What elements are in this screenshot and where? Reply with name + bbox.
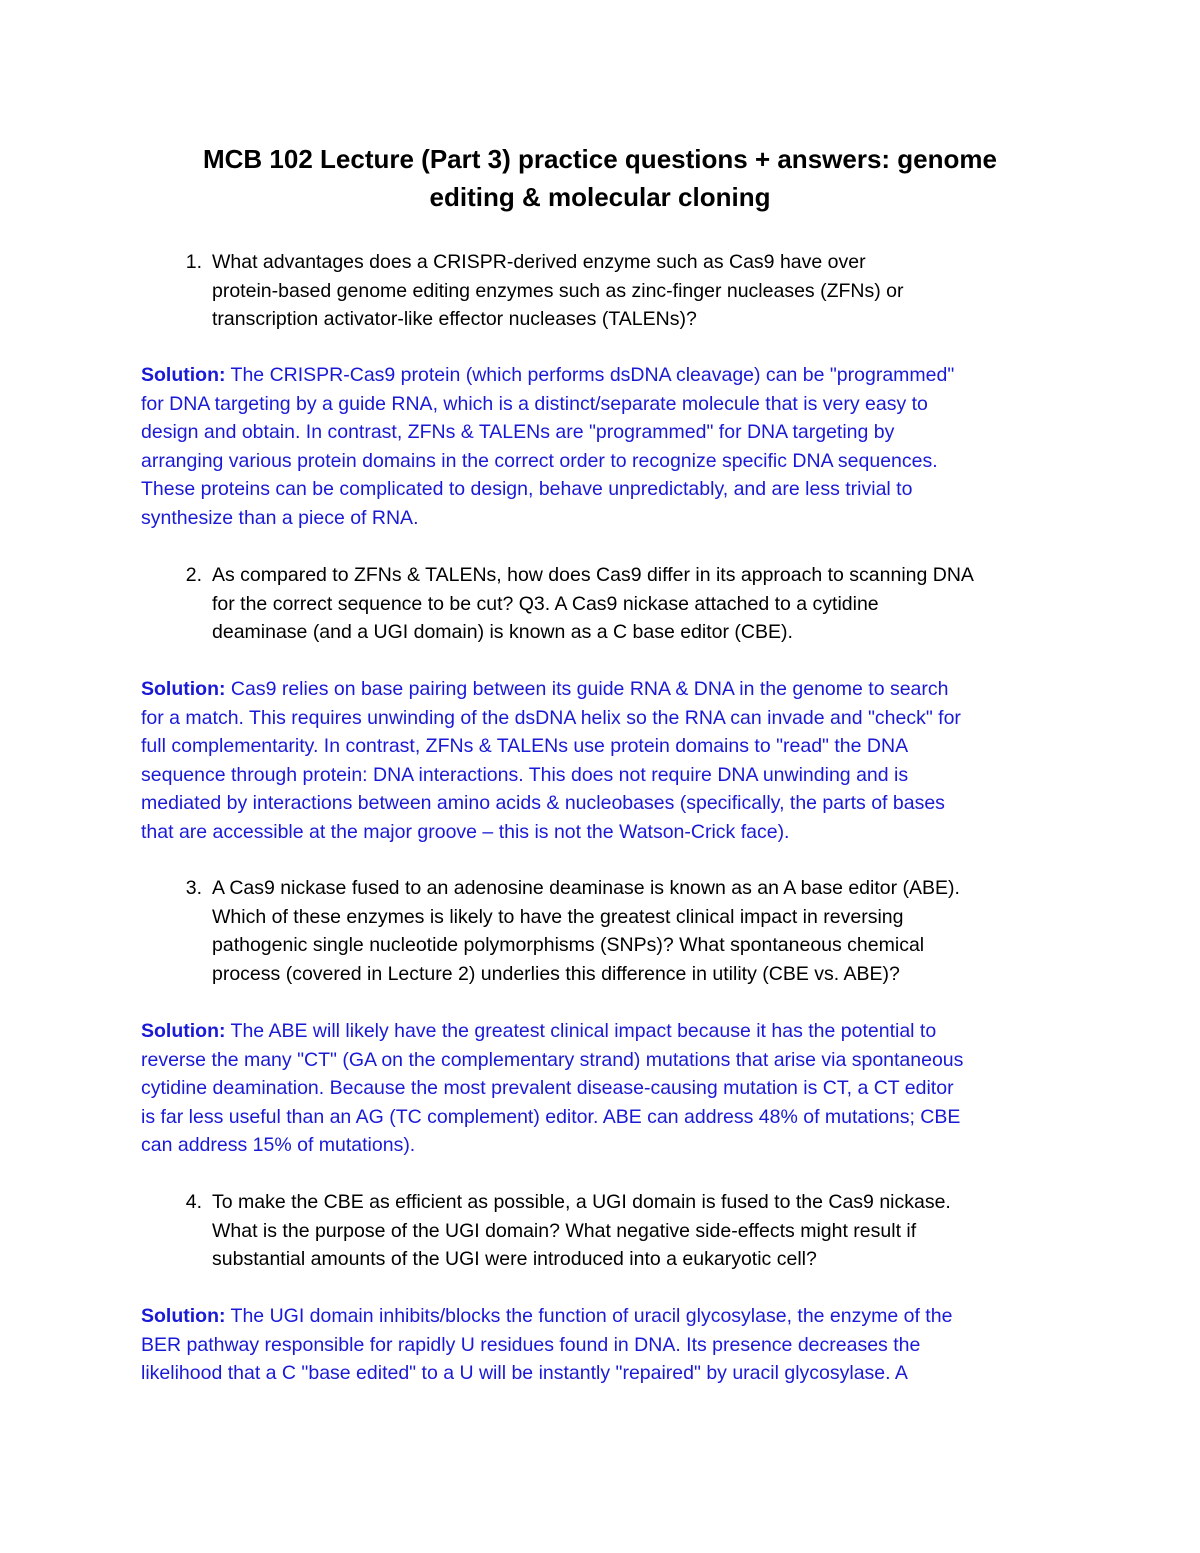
solution-label: Solution: [141, 1305, 226, 1327]
solution-line: arranging various protein domains in the correct order to recognize specific DNA sequences. [141, 449, 938, 472]
solution-line: synthesize than a piece of RNA. [141, 506, 419, 529]
solution-text: Cas9 relies on base pairing between its guide RNA & DNA in the genome to search [225, 678, 949, 700]
solution-line: likelihood that a C "base edited" to a U will be instantly "repaired" by uracil glycosylase. A [141, 1362, 908, 1384]
solution-label: Solution: [141, 678, 226, 700]
solution-line [141, 1017, 1066, 1046]
title-line: editing & molecular cloning [429, 182, 771, 212]
question-line: What advantages does a CRISPR-derived enzyme such as Cas9 have over [212, 251, 866, 273]
solution-line: sequence through protein: DNA interactions. This does not require DNA unwinding and is [141, 763, 909, 786]
question-line: A Cas9 nickase fused to an adenosine deaminase is known as an A base editor (ABE). [212, 877, 960, 899]
solution-line [141, 1302, 1066, 1331]
question-number: 1. [185, 251, 202, 273]
question-line: deaminase (and a UGI domain) is known as a C base editor (CBE). [212, 621, 793, 643]
solution-line: BER pathway responsible for rapidly U residues found in DNA. Its presence decreases the [141, 1333, 921, 1356]
question-line: To make the CBE as efficient as possible, a UGI domain is fused to the Cas9 nickase. [212, 1191, 951, 1213]
question-text [212, 1188, 1062, 1274]
question-text [212, 874, 1062, 988]
solution-line: cytidine deamination. Because the most prevalent disease-causing mutation is CT, a CT editor [141, 1077, 954, 1099]
question-line: pathogenic single nucleotide polymorphisms (SNPs)? What spontaneous chemical [212, 934, 925, 956]
solution-4 [141, 1302, 1066, 1388]
solution-line [141, 675, 1066, 704]
solution-1 [141, 361, 1066, 532]
solution-line: that are accessible at the major groove – this is not the Watson-Crick face). [141, 820, 790, 843]
solution-line: reverse the many "CT" (GA on the complementary strand) mutations that arise via spontaneous [141, 1048, 964, 1071]
solution-text: The ABE will likely have the greatest clinical impact because it has the potential to [225, 1020, 937, 1042]
question-line: substantial amounts of the UGI were introduced into a eukaryotic cell? [212, 1248, 817, 1270]
question-line: for the correct sequence to be cut? Q3. A Cas9 nickase attached to a cytidine [212, 592, 879, 615]
solution-line: for DNA targeting by a guide RNA, which is a distinct/separate molecule that is very easy to [141, 392, 928, 415]
question-line: As compared to ZFNs & TALENs, how does Cas9 differ in its approach to scanning DNA [212, 564, 974, 586]
solution-line: is far less useful than an AG (TC complement) editor. ABE can address 48% of mutations; CBE [141, 1105, 961, 1128]
title-line: MCB 102 Lecture (Part 3) practice questions + answers: genome [203, 144, 997, 174]
solution-line [141, 361, 1066, 390]
question-line: What is the purpose of the UGI domain? What negative side-effects might result if [212, 1219, 917, 1242]
question-number: 4. [185, 1191, 202, 1213]
solution-line: These proteins can be complicated to design, behave unpredictably, and are less trivial to [141, 478, 913, 500]
solution-3 [141, 1017, 1066, 1160]
question-line: Which of these enzymes is likely to have the greatest clinical impact in reversing [212, 905, 904, 928]
solution-line: for a match. This requires unwinding of the dsDNA helix so the RNA can invade and "check" for [141, 706, 961, 729]
solution-label: Solution: [141, 1020, 226, 1042]
solution-line: mediated by interactions between amino acids & nucleobases (specifically, the parts of bases [141, 792, 945, 814]
question-number: 2. [185, 564, 202, 586]
solution-line: can address 15% of mutations). [141, 1134, 416, 1156]
question-number: 3. [185, 877, 202, 899]
question-line: transcription activator-like effector nucleases (TALENs)? [212, 308, 697, 330]
solution-text: The UGI domain inhibits/blocks the function of uracil glycosylase, the enzyme of the [225, 1305, 953, 1327]
solution-text: The CRISPR-Cas9 protein (which performs dsDNA cleavage) can be "programmed" [225, 364, 955, 386]
question-text [212, 561, 1062, 647]
document-title [120, 140, 1080, 216]
question-line: process (covered in Lecture 2) underlies this difference in utility (CBE vs. ABE)? [212, 962, 900, 985]
solution-label: Solution: [141, 364, 226, 386]
solution-line: full complementarity. In contrast, ZFNs & TALENs use protein domains to "read" the DNA [141, 735, 909, 757]
solution-2 [141, 675, 1066, 846]
solution-line: design and obtain. In contrast, ZFNs & TALENs are "programmed" for DNA targeting by [141, 421, 895, 443]
question-text [212, 248, 1062, 334]
question-line: protein-based genome editing enzymes such as zinc-finger nucleases (ZFNs) or [212, 279, 904, 302]
